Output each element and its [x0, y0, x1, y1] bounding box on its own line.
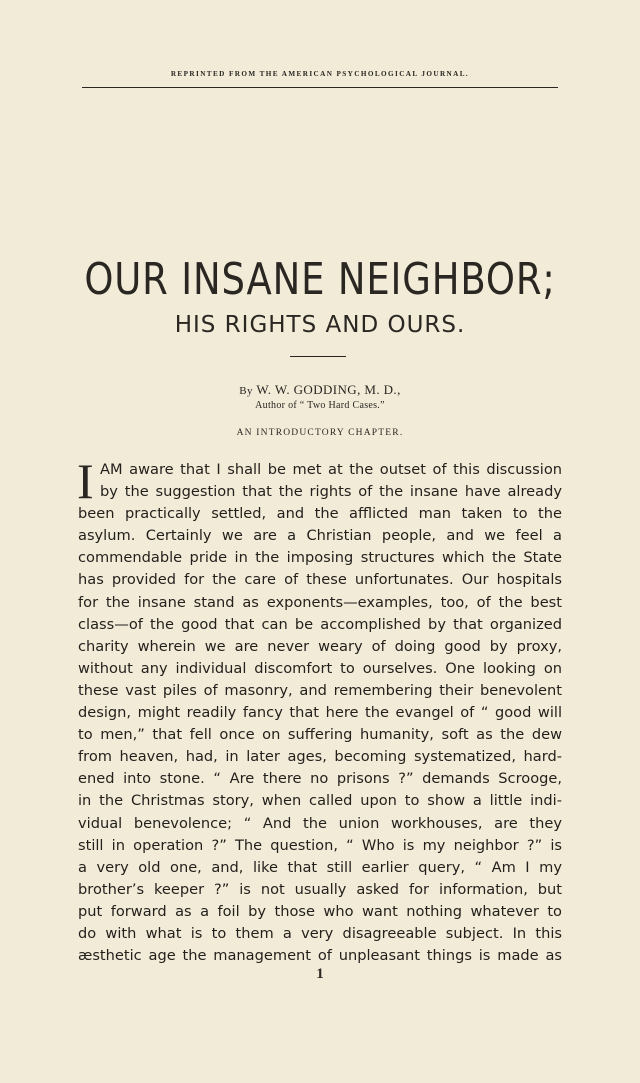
byline-author: W. W. GODDING, M. D.,	[256, 382, 401, 397]
page-subtitle: HIS RIGHTS AND OURS.	[174, 312, 466, 338]
body-line: commendable pride in the imposing structures which the State	[78, 549, 562, 567]
body-line: without any individual discomfort to ourselves. One looking on	[78, 659, 562, 677]
body-line: charity wherein we are never weary of doing good by proxy,	[78, 637, 562, 655]
body-line: design, might readily fancy that here the evangel of “ good will	[78, 704, 562, 722]
header-rule	[82, 87, 558, 88]
body-line: been practically settled, and the afflicted man taken to the	[78, 505, 562, 523]
body-line: by the suggestion that the rights of the insane have already	[100, 483, 562, 501]
drop-cap: I	[77, 453, 94, 509]
reprint-header: REPRINTED FROM THE AMERICAN PSYCHOLOGICAL JOURNAL.	[170, 70, 470, 78]
body-line: do with what is to them a very disagreeable subject. In this	[78, 924, 562, 942]
title-divider	[290, 356, 346, 357]
body-line: has provided for the care of these unfortunates. Our hospitals	[78, 571, 562, 589]
body-line: asylum. Certainly we are a Christian people, and we feel a	[78, 527, 562, 545]
byline-prefix: By	[239, 385, 253, 397]
author-note: Author of “ Two Hard Cases.”	[255, 400, 385, 411]
body-line: still in operation ?” The question, “ Who is my neighbor ?” is	[78, 836, 562, 854]
body-line: class—of the good that can be accomplished by that organized	[78, 615, 562, 633]
page-title: OUR INSANE NEIGHBOR;	[84, 254, 556, 305]
body-line: in the Christmas story, when called upon to show a little indi-	[78, 792, 562, 810]
page-number: 1	[316, 966, 324, 982]
body-line: AM aware that I shall be met at the outset of this discussion	[100, 461, 562, 478]
body-line: put forward as a foil by those who want nothing whatever to	[78, 902, 562, 920]
body-line: brother’s keeper ?” is not usually asked for information, but	[78, 880, 562, 898]
byline	[0, 382, 640, 398]
body-line: for the insane stand as exponents—examples, too, of the best	[78, 593, 562, 611]
body-line: vidual benevolence; “ And the union workhouses, are they	[78, 814, 562, 832]
body-line: to men,” that fell once on suffering humanity, soft as the dew	[78, 726, 562, 744]
body-paragraph	[77, 453, 562, 967]
body-line: a very old one, and, like that still earlier query, “ Am I my	[78, 858, 562, 876]
body-line: æsthetic age the management of unpleasant things is made as	[78, 947, 562, 965]
chapter-heading: AN INTRODUCTORY CHAPTER.	[236, 428, 404, 438]
body-line: ened into stone. “ Are there no prisons ?” demands Scrooge,	[78, 770, 562, 788]
body-line: from heaven, had, in later ages, becoming systematized, hard-	[78, 748, 562, 766]
body-line: these vast piles of masonry, and remembering their benevolent	[78, 681, 562, 699]
